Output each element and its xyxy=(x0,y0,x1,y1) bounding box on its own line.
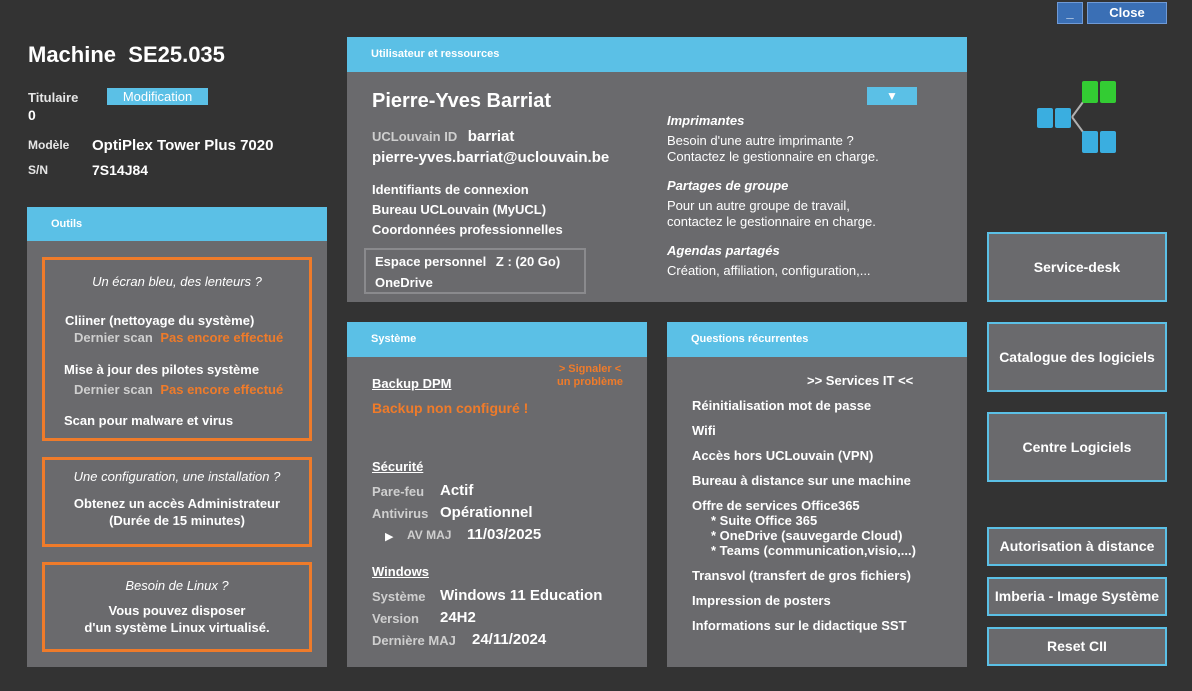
admin-duration: (Durée de 15 minutes) xyxy=(109,513,245,528)
linux-link[interactable]: Vous pouvez disposer xyxy=(108,603,246,618)
shares-line2: contactez le gestionnaire en charge. xyxy=(667,214,876,229)
identifiants-link[interactable]: Identifiants de connexion xyxy=(372,182,529,197)
avmaj-value: 11/03/2025 xyxy=(467,526,542,543)
systeme-panel xyxy=(347,322,647,667)
box1-question: Un écran bleu, des lenteurs ? xyxy=(92,274,262,289)
espace-value: Z : (20 Go) xyxy=(495,254,561,269)
faq-transvol[interactable]: Transvol (transfert de gros fichiers) xyxy=(692,568,911,583)
faq-wifi[interactable]: Wifi xyxy=(692,423,716,438)
faq-office365[interactable]: Offre de services Office365 xyxy=(692,498,860,513)
autorisation-button[interactable]: Autorisation à distance xyxy=(987,527,1167,566)
machine-id: SE25.035 xyxy=(128,42,225,67)
espace-label: Espace personnel xyxy=(375,254,487,269)
faq-posters[interactable]: Impression de posters xyxy=(692,593,831,608)
backup-link[interactable]: Backup DPM xyxy=(372,376,452,391)
backup-status: Backup non configuré ! xyxy=(372,400,529,416)
os-label: Système xyxy=(372,589,426,604)
agendas-title: Agendas partagés xyxy=(667,243,780,258)
drivers-scan-label: Dernier scan xyxy=(74,382,153,397)
antivirus-label: Antivirus xyxy=(372,506,429,521)
machine-title xyxy=(28,42,225,68)
close-button[interactable]: Close xyxy=(1087,2,1167,24)
service-desk-button[interactable]: Service-desk xyxy=(987,232,1167,302)
uclouvain-id-label: UCLouvain ID xyxy=(372,129,458,144)
admin-access-link[interactable]: Obtenez un accès Administrateur xyxy=(73,496,281,511)
modele-value: OptiPlex Tower Plus 7020 xyxy=(92,137,274,154)
imberia-button[interactable]: Imberia - Image Système xyxy=(987,577,1167,616)
signal-line2: un problème xyxy=(557,376,624,388)
last-scan-label: Dernier scan xyxy=(74,330,153,345)
cliiner-link[interactable]: Cliiner (nettoyage du système) xyxy=(65,313,255,328)
onedrive-link[interactable]: OneDrive xyxy=(375,275,433,290)
linux-desc: d'un système Linux virtualisé. xyxy=(84,620,270,635)
outils-panel xyxy=(27,207,327,667)
outils-box-linux xyxy=(42,562,312,652)
catalogue-button[interactable]: Catalogue des logiciels xyxy=(987,322,1167,392)
reset-cii-button[interactable]: Reset CII xyxy=(987,627,1167,666)
office-sub-1: * Suite Office 365 xyxy=(711,513,818,528)
parefeu-label: Pare-feu xyxy=(372,484,425,499)
user-name: Pierre-Yves Barriat xyxy=(372,90,552,112)
printers-line2: Contactez le gestionnaire en charge. xyxy=(667,149,879,164)
printers-line1[interactable]: Besoin d'une autre imprimante ? xyxy=(667,133,854,148)
shares-title: Partages de groupe xyxy=(667,178,789,193)
user-header: Utilisateur et ressources xyxy=(347,37,967,72)
coordonnees-link[interactable]: Coordonnées professionnelles xyxy=(372,222,563,237)
titulaire-value: 0 xyxy=(28,107,36,123)
lastmaj-label: Dernière MAJ xyxy=(372,633,456,648)
os-value: Windows 11 Education xyxy=(440,587,603,604)
version-label: Version xyxy=(372,611,419,626)
faq-didactique[interactable]: Informations sur le didactique SST xyxy=(692,618,907,633)
storage-box xyxy=(364,248,586,294)
parefeu-value: Actif xyxy=(440,482,474,499)
outils-header: Outils xyxy=(27,207,327,241)
shares-line1[interactable]: Pour un autre groupe de travail, xyxy=(667,198,850,213)
machine-title-prefix: Machine xyxy=(28,42,117,67)
network-logo-icon xyxy=(1035,78,1119,156)
version-value: 24H2 xyxy=(440,609,476,626)
box2-question: Une configuration, une installation ? xyxy=(73,469,281,484)
centre-logiciels-button[interactable]: Centre Logiciels xyxy=(987,412,1167,482)
office-sub-2: * OneDrive (sauvegarde Cloud) xyxy=(711,528,903,543)
services-it-link[interactable]: >> Services IT << xyxy=(807,373,914,388)
user-email: pierre-yves.barriat@uclouvain.be xyxy=(372,149,610,166)
faq-vpn[interactable]: Accès hors UCLouvain (VPN) xyxy=(692,448,874,463)
drivers-update-link[interactable]: Mise à jour des pilotes système xyxy=(64,362,260,377)
malware-scan-link[interactable]: Scan pour malware et virus xyxy=(64,413,234,428)
faq-remote-desktop[interactable]: Bureau à distance sur une machine xyxy=(692,473,911,488)
antivirus-value: Opérationnel xyxy=(440,504,533,521)
office-sub-3: * Teams (communication,visio,...) xyxy=(711,543,916,558)
printers-title: Imprimantes xyxy=(667,113,745,128)
sn-value: 7S14J84 xyxy=(92,162,149,178)
outils-box-performance xyxy=(42,257,312,441)
titulaire-label: Titulaire xyxy=(28,90,79,105)
questions-header: Questions récurrentes xyxy=(667,322,967,357)
outils-box-admin xyxy=(42,457,312,547)
minimize-button[interactable]: _ xyxy=(1057,2,1083,24)
agendas-line1[interactable]: Création, affiliation, configuration,... xyxy=(667,263,871,278)
user-dropdown-icon[interactable]: ▼ xyxy=(867,87,917,105)
drivers-scan-value: Pas encore effectué xyxy=(160,382,284,397)
signal-line1: > Signaler < xyxy=(558,363,622,375)
sn-label: S/N xyxy=(28,163,49,177)
avmaj-label: AV MAJ xyxy=(407,528,452,542)
signal-problem-link[interactable] xyxy=(557,363,623,389)
last-scan-value: Pas encore effectué xyxy=(160,330,284,345)
windows-link[interactable]: Windows xyxy=(372,564,429,579)
modification-button[interactable]: Modification xyxy=(107,88,208,105)
modele-label: Modèle xyxy=(28,138,70,152)
uclouvain-id-value: barriat xyxy=(467,128,515,145)
user-panel xyxy=(347,37,967,302)
faq-password[interactable]: Réinitialisation mot de passe xyxy=(692,398,872,413)
systeme-header: Système xyxy=(347,322,647,357)
box3-question: Besoin de Linux ? xyxy=(125,578,229,593)
bureau-link[interactable]: Bureau UCLouvain (MyUCL) xyxy=(372,202,547,217)
security-link[interactable]: Sécurité xyxy=(372,459,424,474)
questions-panel xyxy=(667,322,967,667)
expand-play-icon[interactable]: ▶ xyxy=(385,531,394,543)
lastmaj-value: 24/11/2024 xyxy=(472,631,547,648)
